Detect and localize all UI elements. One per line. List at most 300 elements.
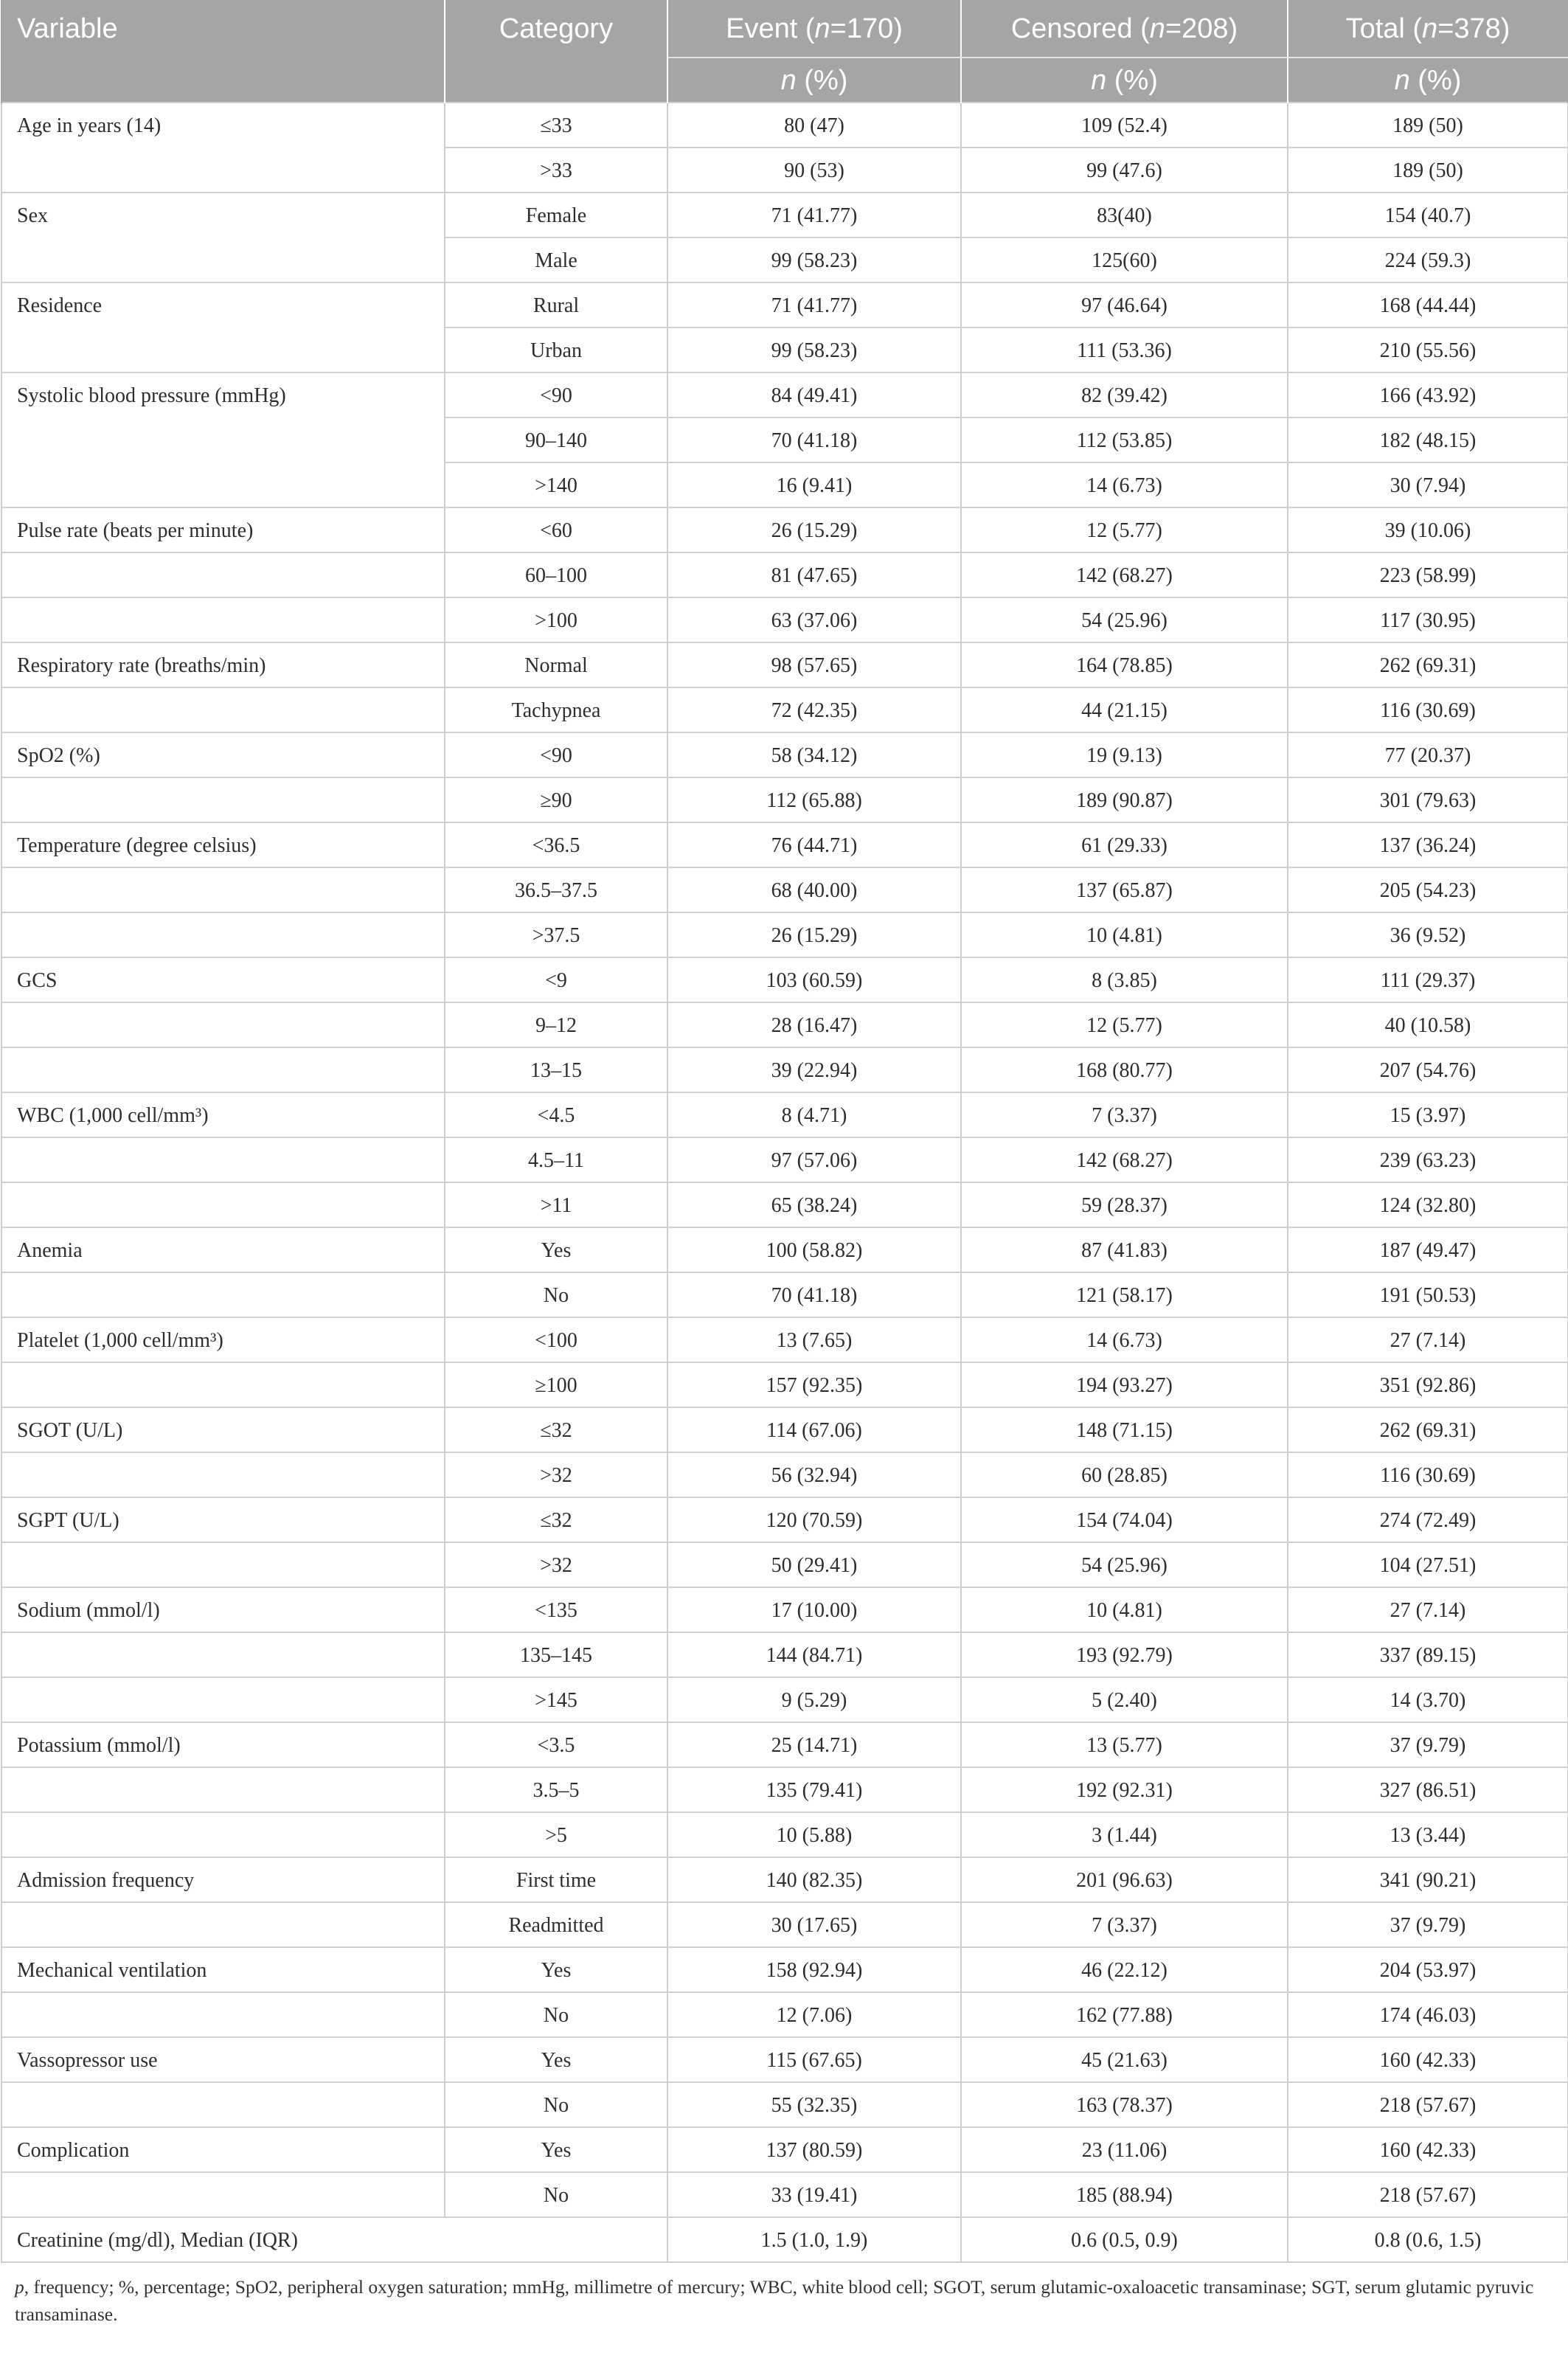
total-cell: 116 (30.69) [1288,1452,1568,1497]
event-cell: 76 (44.71) [667,822,961,867]
total-cell: 104 (27.51) [1288,1542,1568,1587]
table-row [1,597,1568,642]
censored-cell: 12 (5.77) [961,1002,1288,1047]
censored-cell: 13 (5.77) [961,1722,1288,1767]
censored-cell: 109 (52.4) [961,103,1288,148]
censored-cell: 121 (58.17) [961,1272,1288,1317]
table-row [1,2037,1568,2082]
table-row [1,867,1568,912]
table-row [1,1272,1568,1317]
category-cell: 135–145 [445,1632,667,1677]
table-row [1,732,1568,777]
total-cell: 27 (7.14) [1288,1587,1568,1632]
event-cell: 65 (38.24) [667,1182,961,1227]
event-cell: 84 (49.41) [667,372,961,417]
total-cell: 210 (55.56) [1288,327,1568,372]
category-cell: 3.5–5 [445,1767,667,1812]
variable-cell: Respiratory rate (breaths/min) [1,642,445,687]
category-cell: 4.5–11 [445,1137,667,1182]
total-cell: 205 (54.23) [1288,867,1568,912]
event-cell: 100 (58.82) [667,1227,961,1272]
total-cell: 14 (3.70) [1288,1677,1568,1722]
n-symbol: n [780,64,797,96]
variable-cell: Admission frequency [1,1857,445,1902]
footnote-symbol: p [15,2276,24,2298]
category-cell: Yes [445,2037,667,2082]
category-cell: Yes [445,1947,667,1992]
table-row [1,822,1568,867]
variable-cell-empty [1,597,445,642]
column-header-event-label: Event ( [726,13,815,44]
category-cell: No [445,1992,667,2037]
total-cell: 30 (7.94) [1288,462,1568,507]
category-cell: >100 [445,597,667,642]
variable-cell-empty [1,1677,445,1722]
n-symbol: n [814,13,830,44]
censored-cell: 97 (46.64) [961,282,1288,327]
event-cell: 50 (29.41) [667,1542,961,1587]
table-row [1,1677,1568,1722]
category-cell: Urban [445,327,667,372]
table-row [1,1632,1568,1677]
category-cell: >33 [445,148,667,193]
censored-cell: 154 (74.04) [961,1497,1288,1542]
event-cell: 144 (84.71) [667,1632,961,1677]
n-symbol: n [1149,13,1165,44]
table-row [1,1407,1568,1452]
total-cell: 37 (9.79) [1288,1902,1568,1947]
censored-cell: 142 (68.27) [961,1137,1288,1182]
total-cell: 301 (79.63) [1288,777,1568,822]
table-row [1,103,1568,148]
total-cell: 77 (20.37) [1288,732,1568,777]
total-cell: 218 (57.67) [1288,2172,1568,2217]
total-cell: 239 (63.23) [1288,1137,1568,1182]
censored-cell: 12 (5.77) [961,507,1288,552]
total-cell: 137 (36.24) [1288,822,1568,867]
event-cell: 80 (47) [667,103,961,148]
table-row [1,1452,1568,1497]
censored-cell: 3 (1.44) [961,1812,1288,1857]
censored-cell: 10 (4.81) [961,1587,1288,1632]
variable-cell: WBC (1,000 cell/mm³) [1,1092,445,1137]
variable-cell-empty [1,1002,445,1047]
censored-cell: 14 (6.73) [961,462,1288,507]
total-cell: 36 (9.52) [1288,912,1568,957]
event-cell: 9 (5.29) [667,1677,961,1722]
total-cell: 111 (29.37) [1288,957,1568,1002]
total-cell: 154 (40.7) [1288,193,1568,238]
table-row [1,1227,1568,1272]
event-cell: 12 (7.06) [667,1992,961,2037]
variable-cell: SpO2 (%) [1,732,445,777]
event-cell: 16 (9.41) [667,462,961,507]
censored-cell: 99 (47.6) [961,148,1288,193]
subheader-event [667,58,961,103]
table-row [1,1137,1568,1182]
category-cell: ≤32 [445,1407,667,1452]
table-row [1,1767,1568,1812]
censored-cell: 7 (3.37) [961,1902,1288,1947]
variable-cell: Sex [1,193,445,282]
table-row [1,777,1568,822]
total-cell: 124 (32.80) [1288,1182,1568,1227]
censored-cell: 193 (92.79) [961,1632,1288,1677]
table-row [1,2217,1568,2262]
column-header-event-count: =170) [830,13,903,44]
censored-cell: 44 (21.15) [961,687,1288,732]
censored-cell: 7 (3.37) [961,1092,1288,1137]
total-cell: 116 (30.69) [1288,687,1568,732]
category-cell: >5 [445,1812,667,1857]
category-cell: >145 [445,1677,667,1722]
table-row [1,957,1568,1002]
total-cell: 189 (50) [1288,148,1568,193]
variable-cell: Anemia [1,1227,445,1272]
variable-cell-empty [1,1767,445,1812]
event-cell: 28 (16.47) [667,1002,961,1047]
n-symbol: n [1422,13,1438,44]
total-cell: 337 (89.15) [1288,1632,1568,1677]
variable-cell-empty [1,552,445,597]
category-cell: >37.5 [445,912,667,957]
variable-cell: Complication [1,2127,445,2172]
event-cell: 97 (57.06) [667,1137,961,1182]
event-cell: 10 (5.88) [667,1812,961,1857]
variable-cell-empty [1,912,445,957]
total-cell: 341 (90.21) [1288,1857,1568,1902]
variable-cell-empty [1,1902,445,1947]
category-cell: ≤32 [445,1497,667,1542]
variable-cell: SGPT (U/L) [1,1497,445,1542]
event-cell: 98 (57.65) [667,642,961,687]
censored-cell: 142 (68.27) [961,552,1288,597]
censored-cell: 192 (92.31) [961,1767,1288,1812]
censored-cell: 164 (78.85) [961,642,1288,687]
footnote-text: , frequency; %, percentage; SpO2, peripheral oxygen saturation; mmHg, millimetre of mercury; WBC, white blood cell; SGOT, serum glutamic-oxaloacetic transaminase; SGT, serum glutamic pyruvic transaminase. [15,2276,1534,2325]
column-header-total [1288,0,1568,58]
category-cell: >140 [445,462,667,507]
event-cell: 157 (92.35) [667,1362,961,1407]
event-cell: 17 (10.00) [667,1587,961,1632]
censored-cell: 162 (77.88) [961,1992,1288,2037]
n-symbol: n [1091,64,1107,96]
censored-cell: 0.6 (0.5, 0.9) [961,2217,1288,2262]
variable-cell-empty [1,777,445,822]
table-row [1,1902,1568,1947]
event-cell: 114 (67.06) [667,1407,961,1452]
total-cell: 174 (46.03) [1288,1992,1568,2037]
category-cell: <4.5 [445,1092,667,1137]
column-header-total-label: Total ( [1345,13,1423,44]
censored-cell: 54 (25.96) [961,597,1288,642]
total-cell: 40 (10.58) [1288,1002,1568,1047]
category-cell: Male [445,238,667,282]
category-cell: Female [445,193,667,238]
total-cell: 207 (54.76) [1288,1047,1568,1092]
total-cell: 274 (72.49) [1288,1497,1568,1542]
column-header-censored [961,0,1288,58]
category-cell: <3.5 [445,1722,667,1767]
event-cell: 70 (41.18) [667,1272,961,1317]
variable-cell-empty [1,1362,445,1407]
n-symbol: n [1394,64,1410,96]
variable-cell: Systolic blood pressure (mmHg) [1,372,445,507]
category-cell: Normal [445,642,667,687]
event-cell: 1.5 (1.0, 1.9) [667,2217,961,2262]
category-cell: Yes [445,1227,667,1272]
total-cell: 160 (42.33) [1288,2037,1568,2082]
censored-cell: 137 (65.87) [961,867,1288,912]
event-cell: 25 (14.71) [667,1722,961,1767]
total-cell: 262 (69.31) [1288,1407,1568,1452]
table-row [1,1182,1568,1227]
table-row [1,912,1568,957]
event-cell: 70 (41.18) [667,417,961,462]
table-row [1,372,1568,417]
variable-cell: Sodium (mmol/l) [1,1587,445,1632]
variable-cell-empty [1,687,445,732]
total-cell: 224 (59.3) [1288,238,1568,282]
category-cell: No [445,2172,667,2217]
variable-cell-empty [1,1272,445,1317]
variable-cell-empty [1,1182,445,1227]
category-cell: No [445,1272,667,1317]
total-cell: 117 (30.95) [1288,597,1568,642]
event-cell: 99 (58.23) [667,238,961,282]
censored-cell: 87 (41.83) [961,1227,1288,1272]
header-row [1,0,1568,58]
variable-cell: Age in years (14) [1,103,445,193]
variable-cell: Mechanical ventilation [1,1947,445,1992]
censored-cell: 185 (88.94) [961,2172,1288,2217]
category-cell: ≥90 [445,777,667,822]
total-cell: 189 (50) [1288,103,1568,148]
table-footnote [0,2263,1568,2328]
censored-cell: 201 (96.63) [961,1857,1288,1902]
censored-cell: 8 (3.85) [961,957,1288,1002]
total-cell: 351 (92.86) [1288,1362,1568,1407]
event-cell: 103 (60.59) [667,957,961,1002]
total-cell: 223 (58.99) [1288,552,1568,597]
censored-cell: 163 (78.37) [961,2082,1288,2127]
event-cell: 56 (32.94) [667,1452,961,1497]
variable-cell-empty [1,1047,445,1092]
event-cell: 120 (70.59) [667,1497,961,1542]
table-row [1,1362,1568,1407]
variable-cell-empty [1,867,445,912]
event-cell: 71 (41.77) [667,193,961,238]
censored-cell: 54 (25.96) [961,1542,1288,1587]
table-row [1,642,1568,687]
event-cell: 158 (92.94) [667,1947,961,1992]
category-cell: Tachypnea [445,687,667,732]
event-cell: 137 (80.59) [667,2127,961,2172]
censored-cell: 5 (2.40) [961,1677,1288,1722]
event-cell: 33 (19.41) [667,2172,961,2217]
table-row [1,1047,1568,1092]
censored-cell: 83(40) [961,193,1288,238]
category-cell: >11 [445,1182,667,1227]
censored-cell: 23 (11.06) [961,2127,1288,2172]
table-row [1,1317,1568,1362]
table-row [1,2082,1568,2127]
censored-cell: 19 (9.13) [961,732,1288,777]
censored-cell: 112 (53.85) [961,417,1288,462]
category-cell: 9–12 [445,1002,667,1047]
category-cell: First time [445,1857,667,1902]
total-cell: 168 (44.44) [1288,282,1568,327]
variable-cell: Temperature (degree celsius) [1,822,445,867]
category-cell: 13–15 [445,1047,667,1092]
table-row [1,1587,1568,1632]
total-cell: 39 (10.06) [1288,507,1568,552]
event-cell: 63 (37.06) [667,597,961,642]
category-cell: <90 [445,372,667,417]
variable-cell-empty [1,1812,445,1857]
table-row [1,1497,1568,1542]
table-row [1,1947,1568,1992]
table-row [1,1992,1568,2037]
censored-cell: 10 (4.81) [961,912,1288,957]
event-cell: 26 (15.29) [667,912,961,957]
total-cell: 15 (3.97) [1288,1092,1568,1137]
category-cell: >32 [445,1452,667,1497]
table-row [1,1092,1568,1137]
subheader-event-label: (%) [796,64,848,96]
column-header-censored-count: =208) [1165,13,1238,44]
category-cell: ≥100 [445,1362,667,1407]
event-cell: 112 (65.88) [667,777,961,822]
category-cell: No [445,2082,667,2127]
event-cell: 13 (7.65) [667,1317,961,1362]
censored-cell: 59 (28.37) [961,1182,1288,1227]
censored-cell: 60 (28.85) [961,1452,1288,1497]
censored-cell: 61 (29.33) [961,822,1288,867]
variable-cell: Vassopressor use [1,2037,445,2082]
table-row [1,1812,1568,1857]
event-cell: 135 (79.41) [667,1767,961,1812]
category-cell: Readmitted [445,1902,667,1947]
table-row [1,552,1568,597]
table-row [1,687,1568,732]
censored-cell: 168 (80.77) [961,1047,1288,1092]
table-row [1,1002,1568,1047]
category-cell: 36.5–37.5 [445,867,667,912]
subheader-censored-label: (%) [1106,64,1158,96]
variable-cell-empty [1,1137,445,1182]
subheader-total-label: (%) [1409,64,1462,96]
total-cell: 27 (7.14) [1288,1317,1568,1362]
total-cell: 37 (9.79) [1288,1722,1568,1767]
total-cell: 160 (42.33) [1288,2127,1568,2172]
variable-cell: Pulse rate (beats per minute) [1,507,445,552]
variable-cell: Creatinine (mg/dl), Median (IQR) [1,2217,667,2262]
total-cell: 218 (57.67) [1288,2082,1568,2127]
variable-cell-empty [1,2082,445,2127]
event-cell: 58 (34.12) [667,732,961,777]
event-cell: 81 (47.65) [667,552,961,597]
subheader-total [1288,58,1568,103]
total-cell: 327 (86.51) [1288,1767,1568,1812]
category-cell: Rural [445,282,667,327]
table-row [1,1722,1568,1767]
variable-cell: Platelet (1,000 cell/mm³) [1,1317,445,1362]
category-cell: >32 [445,1542,667,1587]
category-cell: <60 [445,507,667,552]
table-row [1,507,1568,552]
table-row [1,2172,1568,2217]
category-cell: 90–140 [445,417,667,462]
event-cell: 68 (40.00) [667,867,961,912]
variable-cell-empty [1,2172,445,2217]
total-cell: 0.8 (0.6, 1.5) [1288,2217,1568,2262]
category-cell: 60–100 [445,552,667,597]
variable-cell-empty [1,1992,445,2037]
total-cell: 191 (50.53) [1288,1272,1568,1317]
censored-cell: 125(60) [961,238,1288,282]
category-cell: Yes [445,2127,667,2172]
total-cell: 187 (49.47) [1288,1227,1568,1272]
category-cell: <135 [445,1587,667,1632]
censored-cell: 14 (6.73) [961,1317,1288,1362]
category-cell: ≤33 [445,103,667,148]
event-cell: 8 (4.71) [667,1092,961,1137]
censored-cell: 189 (90.87) [961,777,1288,822]
variable-cell: GCS [1,957,445,1002]
column-header-censored-label: Censored ( [1010,13,1150,44]
variable-cell: Potassium (mmol/l) [1,1722,445,1767]
variable-cell: Residence [1,282,445,372]
event-cell: 39 (22.94) [667,1047,961,1092]
variable-cell: SGOT (U/L) [1,1407,445,1452]
column-header-event [667,0,961,58]
censored-cell: 45 (21.63) [961,2037,1288,2082]
event-cell: 115 (67.65) [667,2037,961,2082]
event-cell: 55 (32.35) [667,2082,961,2127]
column-header-category: Category [445,0,667,103]
column-header-variable: Variable [1,0,445,103]
category-cell: <90 [445,732,667,777]
table-body [1,103,1568,2262]
variable-cell-empty [1,1452,445,1497]
event-cell: 26 (15.29) [667,507,961,552]
variable-cell-empty [1,1542,445,1587]
event-cell: 90 (53) [667,148,961,193]
total-cell: 262 (69.31) [1288,642,1568,687]
category-cell: <36.5 [445,822,667,867]
subheader-censored [961,58,1288,103]
event-cell: 30 (17.65) [667,1902,961,1947]
event-cell: 99 (58.23) [667,327,961,372]
variable-cell-empty [1,1632,445,1677]
censored-cell: 82 (39.42) [961,372,1288,417]
censored-cell: 111 (53.36) [961,327,1288,372]
event-cell: 71 (41.77) [667,282,961,327]
censored-cell: 46 (22.12) [961,1947,1288,1992]
total-cell: 182 (48.15) [1288,417,1568,462]
censored-cell: 194 (93.27) [961,1362,1288,1407]
data-table [1,0,1568,2263]
table-header [1,0,1568,103]
table-row [1,2127,1568,2172]
total-cell: 166 (43.92) [1288,372,1568,417]
category-cell: <100 [445,1317,667,1362]
total-cell: 204 (53.97) [1288,1947,1568,1992]
category-cell: <9 [445,957,667,1002]
censored-cell: 148 (71.15) [961,1407,1288,1452]
table-row [1,1857,1568,1902]
